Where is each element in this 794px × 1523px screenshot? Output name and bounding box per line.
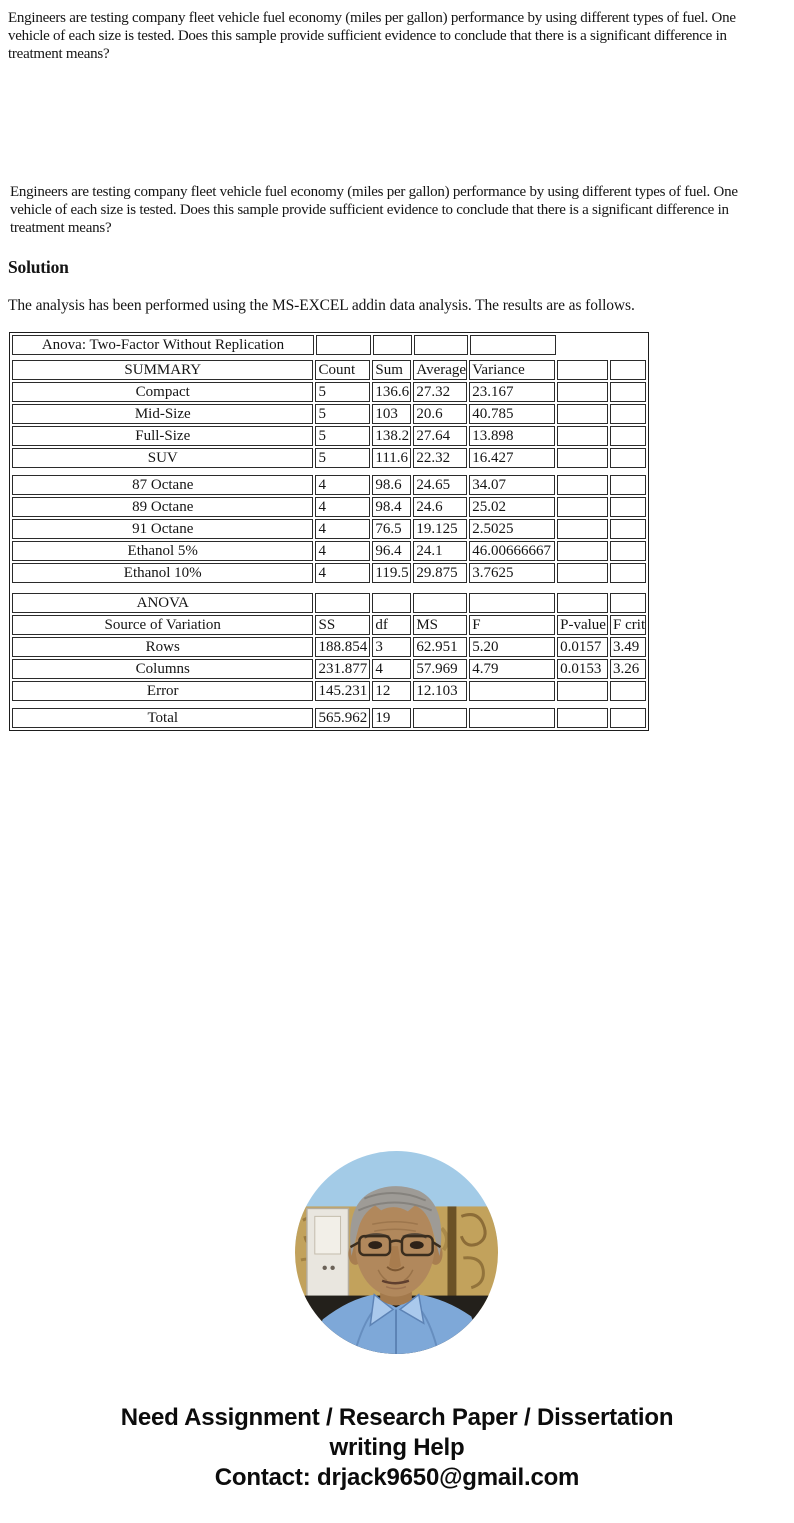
anova-results-table bbox=[9, 332, 649, 731]
table-cell-empty bbox=[557, 360, 608, 380]
cell-average: 24.65 bbox=[413, 475, 467, 495]
table-cell-empty bbox=[610, 519, 646, 539]
anova-header-row bbox=[12, 615, 646, 635]
cell-sum: 136.6 bbox=[372, 382, 411, 402]
table-title: Anova: Two-Factor Without Replication bbox=[12, 335, 314, 355]
cell-pvalue: 0.0153 bbox=[557, 659, 608, 679]
col-header-f: F bbox=[469, 615, 555, 635]
cell-average: 27.32 bbox=[413, 382, 467, 402]
table-cell-empty bbox=[610, 708, 646, 728]
table-cell-empty bbox=[557, 519, 608, 539]
table-cell-empty bbox=[610, 563, 646, 583]
cell-average: 24.1 bbox=[413, 541, 467, 561]
cell-fcrit: 3.49 bbox=[610, 637, 646, 657]
cell-ss: 145.231 bbox=[315, 681, 370, 701]
table-cell-empty bbox=[557, 404, 608, 424]
cell-ss: 231.877 bbox=[315, 659, 370, 679]
cell-count: 5 bbox=[315, 426, 370, 446]
summary-header-row bbox=[12, 360, 646, 380]
table-cell-empty bbox=[469, 708, 555, 728]
cell-average: 29.875 bbox=[413, 563, 467, 583]
table-cell-empty bbox=[557, 593, 608, 613]
cell-ss: 565.962 bbox=[315, 708, 370, 728]
problem-statement-repeat: Engineers are testing company fleet vehicle fuel economy (miles per gallon) performance by using different types of fuel. One vehicle of each size is tested. Does this sample provide sufficient evidence to conclude that there is a significant difference in treatment means? bbox=[10, 184, 738, 236]
table-cell-empty bbox=[469, 593, 555, 613]
row-label: 89 Octane bbox=[12, 497, 313, 517]
cell-average: 24.6 bbox=[413, 497, 467, 517]
table-cell-empty bbox=[557, 497, 608, 517]
row-label: Total bbox=[12, 708, 313, 728]
cell-df: 12 bbox=[372, 681, 411, 701]
cell-variance: 3.7625 bbox=[469, 563, 555, 583]
table-row-full-size bbox=[12, 426, 646, 446]
table-cell-empty bbox=[610, 475, 646, 495]
cell-f: 5.20 bbox=[469, 637, 555, 657]
row-label: 91 Octane bbox=[12, 519, 313, 539]
cell-count: 5 bbox=[315, 404, 370, 424]
cell-df: 3 bbox=[372, 637, 411, 657]
table-row-91-octane bbox=[12, 519, 646, 539]
table-row-89-octane bbox=[12, 497, 646, 517]
col-header-source: Source of Variation bbox=[12, 615, 313, 635]
table-cell-empty bbox=[610, 681, 646, 701]
table-cell-empty bbox=[557, 563, 608, 583]
cell-count: 4 bbox=[315, 519, 370, 539]
cell-average: 27.64 bbox=[413, 426, 467, 446]
cell-sum: 76.5 bbox=[372, 519, 411, 539]
anova-row-columns bbox=[12, 659, 646, 679]
cell-sum: 119.5 bbox=[372, 563, 411, 583]
cell-df: 19 bbox=[372, 708, 411, 728]
col-header-df: df bbox=[372, 615, 411, 635]
table-cell-empty bbox=[610, 497, 646, 517]
table-cell-empty bbox=[557, 426, 608, 446]
col-header-average: Average bbox=[413, 360, 467, 380]
cell-ms: 57.969 bbox=[413, 659, 467, 679]
cell-variance: 34.07 bbox=[469, 475, 555, 495]
table-cell-empty bbox=[373, 335, 412, 355]
cell-count: 4 bbox=[315, 497, 370, 517]
table-cell-empty bbox=[557, 681, 608, 701]
footer-promo bbox=[0, 1403, 794, 1493]
instructor-photo bbox=[295, 1151, 498, 1354]
table-cell-empty bbox=[557, 475, 608, 495]
table-cell-empty bbox=[414, 335, 468, 355]
promo-line-1: Need Assignment / Research Paper / Dissertation bbox=[120, 1404, 674, 1431]
table-cell-empty bbox=[470, 335, 556, 355]
cell-pvalue: 0.0157 bbox=[557, 637, 608, 657]
table-section-gap bbox=[12, 585, 646, 593]
table-cell-empty bbox=[610, 426, 646, 446]
table-cell-empty bbox=[469, 681, 555, 701]
table-cell-empty bbox=[610, 360, 646, 380]
problem-statement: Engineers are testing company fleet vehicle fuel economy (miles per gallon) performance by using different types of fuel. One vehicle of each size is tested. Does this sample provide sufficient evidence to conclude that there is a significant difference in treatment means? bbox=[8, 10, 736, 62]
promo-contact-email: Contact: drjack9650@gmail.com bbox=[214, 1464, 580, 1491]
table-cell-empty bbox=[557, 448, 608, 468]
table-cell-empty bbox=[557, 708, 608, 728]
summary-header-label: SUMMARY bbox=[12, 360, 313, 380]
cell-ms: 12.103 bbox=[413, 681, 467, 701]
table-cell-empty bbox=[557, 382, 608, 402]
cell-variance: 40.785 bbox=[469, 404, 555, 424]
col-header-ss: SS bbox=[315, 615, 370, 635]
instructor-photo-illustration bbox=[295, 1151, 498, 1354]
row-label: Mid-Size bbox=[12, 404, 313, 424]
table-cell-empty bbox=[557, 541, 608, 561]
table-row-ethanol-5 bbox=[12, 541, 646, 561]
col-header-variance: Variance bbox=[469, 360, 555, 380]
col-header-sum: Sum bbox=[372, 360, 411, 380]
table-cell-empty bbox=[413, 593, 467, 613]
table-row-compact bbox=[12, 382, 646, 402]
cell-count: 5 bbox=[315, 382, 370, 402]
table-cell-empty bbox=[610, 541, 646, 561]
cell-sum: 96.4 bbox=[372, 541, 411, 561]
col-header-pvalue: P-value bbox=[557, 615, 608, 635]
row-label: Columns bbox=[12, 659, 313, 679]
cell-sum: 111.6 bbox=[372, 448, 411, 468]
promo-line-2: writing Help bbox=[329, 1434, 465, 1461]
cell-sum: 103 bbox=[372, 404, 411, 424]
cell-sum: 138.2 bbox=[372, 426, 411, 446]
cell-count: 4 bbox=[315, 541, 370, 561]
table-cell-empty bbox=[610, 448, 646, 468]
col-header-fcrit: F crit bbox=[610, 615, 646, 635]
cell-ss: 188.854 bbox=[315, 637, 370, 657]
table-row-mid-size bbox=[12, 404, 646, 424]
cell-count: 5 bbox=[315, 448, 370, 468]
row-label: Ethanol 5% bbox=[12, 541, 313, 561]
anova-row-rows bbox=[12, 637, 646, 657]
row-label: 87 Octane bbox=[12, 475, 313, 495]
anova-row-error bbox=[12, 681, 646, 701]
row-label: Full-Size bbox=[12, 426, 313, 446]
col-header-ms: MS bbox=[413, 615, 467, 635]
cell-variance: 25.02 bbox=[469, 497, 555, 517]
col-header-count: Count bbox=[315, 360, 370, 380]
cell-sum: 98.6 bbox=[372, 475, 411, 495]
row-label: Compact bbox=[12, 382, 313, 402]
analysis-note: The analysis has been performed using the MS-EXCEL addin data analysis. The results are as follows. bbox=[8, 297, 635, 314]
table-row-87-octane bbox=[12, 475, 646, 495]
table-cell-empty bbox=[610, 382, 646, 402]
cell-average: 20.6 bbox=[413, 404, 467, 424]
anova-row-total bbox=[12, 708, 646, 728]
cell-average: 19.125 bbox=[413, 519, 467, 539]
cell-variance: 46.00666667 bbox=[469, 541, 555, 561]
table-cell-empty bbox=[316, 335, 371, 355]
table-cell-empty bbox=[372, 593, 411, 613]
row-label: Error bbox=[12, 681, 313, 701]
cell-average: 22.32 bbox=[413, 448, 467, 468]
table-cell-empty bbox=[413, 708, 467, 728]
anova-section-row bbox=[12, 593, 646, 613]
cell-variance: 13.898 bbox=[469, 426, 555, 446]
cell-f: 4.79 bbox=[469, 659, 555, 679]
solution-heading: Solution bbox=[8, 257, 69, 277]
cell-df: 4 bbox=[372, 659, 411, 679]
row-label: Rows bbox=[12, 637, 313, 657]
table-row-ethanol-10 bbox=[12, 563, 646, 583]
cell-sum: 98.4 bbox=[372, 497, 411, 517]
table-cell-empty bbox=[315, 593, 370, 613]
anova-section-label: ANOVA bbox=[12, 593, 313, 613]
table-row-suv bbox=[12, 448, 646, 468]
cell-fcrit: 3.26 bbox=[610, 659, 646, 679]
row-label: SUV bbox=[12, 448, 313, 468]
cell-count: 4 bbox=[315, 563, 370, 583]
table-cell-empty bbox=[610, 593, 646, 613]
row-label: Ethanol 10% bbox=[12, 563, 313, 583]
table-title-row bbox=[12, 335, 646, 355]
table-cell-empty bbox=[610, 404, 646, 424]
cell-variance: 16.427 bbox=[469, 448, 555, 468]
cell-ms: 62.951 bbox=[413, 637, 467, 657]
cell-variance: 2.5025 bbox=[469, 519, 555, 539]
cell-variance: 23.167 bbox=[469, 382, 555, 402]
cell-count: 4 bbox=[315, 475, 370, 495]
